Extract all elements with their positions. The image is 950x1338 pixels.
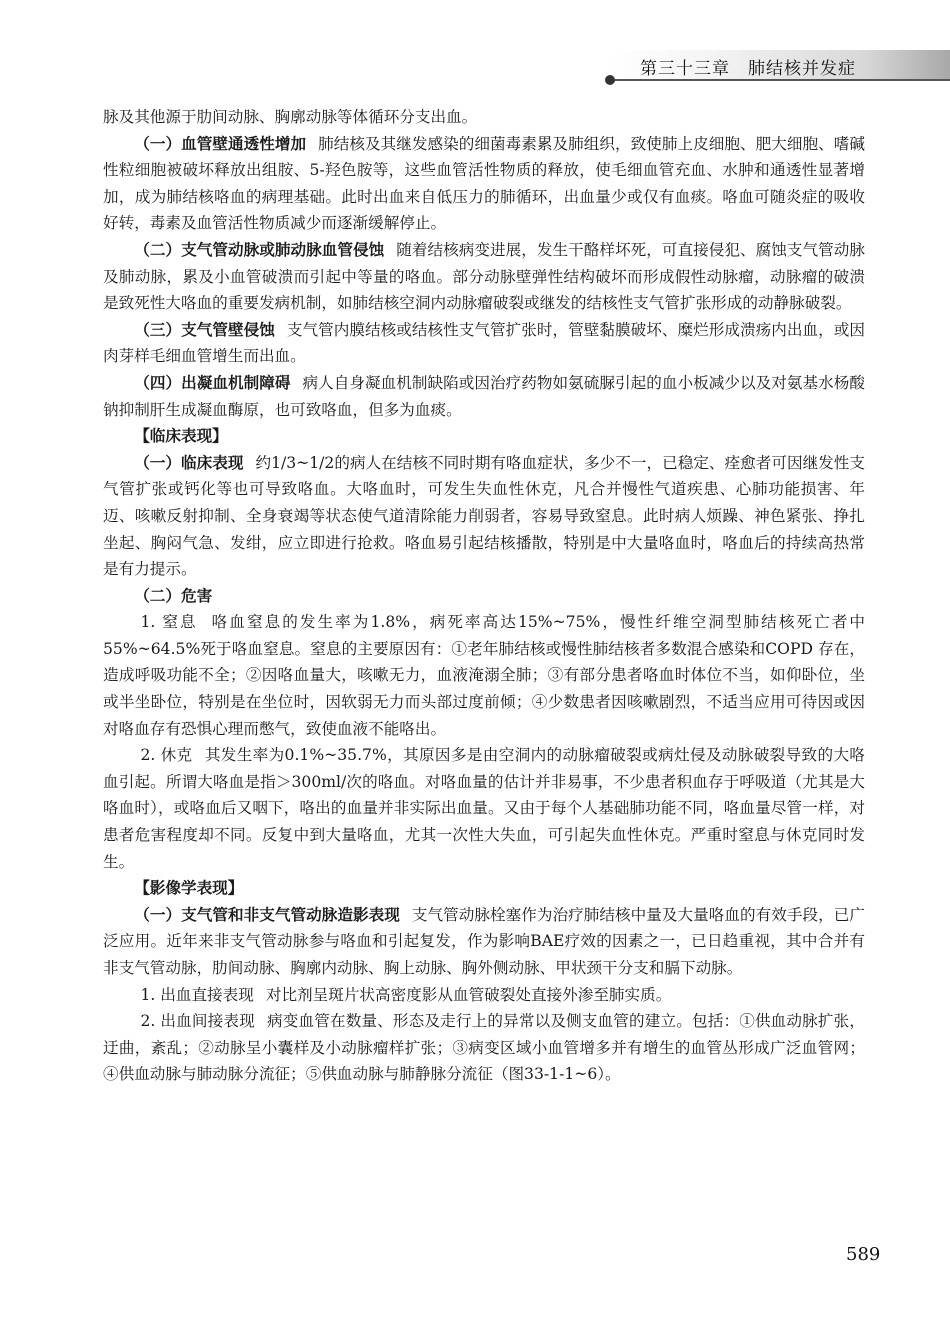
running-header <box>640 54 856 79</box>
paragraph-7: 2. 休克 其发生率为0.1%~35.7%，其原因多是由空洞内的动脉瘤破裂或病灶侵及动脉破裂导致的大咯血引起。所谓大咯血是指＞300ml/次的咯血。对咯血量的估计并非易事，不少患者积血存于呼吸道（尤其是大咯血时），或咯血后又咽下，咯出的血量并非实际出血量。又由于每个人基础肺功能不同，咯血量尽管一样，对患者危害程度却不同。反复中到大量咯血，尤其一次性大失血，可引起失血性休克。严重时窒息与休克同时发生。 <box>103 746 865 871</box>
heading-9: 1. 出血直接表现 <box>140 985 254 1004</box>
paragraph-4: （四）出凝血机制障碍 病人自身凝血机制缺陷或因治疗药物如氨硫脲引起的血小板减少以及对氨基水杨酸钠抑制肝生成凝血酶原，也可致咯血，但多为血痰。 <box>103 373 865 419</box>
chapter-label: 第三十三章 <box>640 59 730 79</box>
paragraph-0: 脉及其他源于肋间动脉、胸廓动脉等体循环分支出血。 <box>103 108 478 126</box>
heading-7: 2. 休克 <box>140 746 193 765</box>
heading-3: （三）支气管壁侵蚀 <box>134 320 275 339</box>
heading-6: 1. 窒息 <box>140 613 198 632</box>
heading-10: 2. 出血间接表现 <box>140 1012 255 1031</box>
heading-8: （一）支气管和非支气管动脉造影表现 <box>134 905 400 924</box>
section-heading-imaging: 【影像学表现】 <box>134 879 244 898</box>
paragraph-1: （一）血管壁通透性增加 肺结核及其继发感染的细菌毒素累及肺组织，致使肺上皮细胞、肥大细胞、嗜碱性粒细胞被破坏释放出组胺、5-羟色胺等，这些血管活性物质的释放，使毛细血管充血、水肿和通透性显著增加，成为肺结核咯血的病理基础。此时出血来自低压力的肺循环，出血量少或仅有血痰。咯血可随炎症的吸收好转，毒素及血管活性物质减少而逐渐缓解停止。 <box>103 134 865 233</box>
heading-1: （一）血管壁通透性增加 <box>134 134 307 153</box>
heading-4: （四）出凝血机制障碍 <box>134 373 291 392</box>
paragraph-3: （三）支气管壁侵蚀 支气管内膜结核或结核性支气管扩张时，管壁黏膜破坏、糜烂形成溃疡内出血，或因肉芽样毛细血管增生而出血。 <box>103 320 865 366</box>
paragraph-8: （一）支气管和非支气管动脉造影表现 支气管动脉栓塞作为治疗肺结核中量及大量咯血的有效手段，已广泛应用。近年来非支气管动脉参与咯血和引起复发，作为影响BAE疗效的因素之一，已日趋重视，其中合并有非支气管动脉，肋间动脉、胸廓内动脉、胸上动脉、胸外侧动脉、甲状颈干分支和膈下动脉。 <box>103 905 865 977</box>
heading-5: （一）临床表现 <box>134 453 244 472</box>
header-bullet-icon <box>605 75 615 85</box>
section-heading-clinical: 【临床表现】 <box>134 427 228 446</box>
paragraph-9: 1. 出血直接表现 对比剂呈斑片状高密度影从血管破裂处直接外渗至肺实质。 <box>140 985 672 1004</box>
paragraph-5: （一）临床表现 约1/3~1/2的病人在结核不同时期有咯血症状，多少不一，已稳定、痊愈者可因继发性支气管扩张或钙化等也可导致咯血。大咯血时，可发生失血性休克，凡合并慢性气道疾患、心肺功能损害、年迈、咳嗽反射抑制、全身衰竭等状态使气道清除能力削弱者，容易导致窒息。此时病人烦躁、神色紧张、挣扎坐起、胸闷气急、发绀，应立即进行抢救。咯血易引起结核播散，特别是中大量咯血时，咯血后的持续高热常是有力提示。 <box>103 453 865 579</box>
paragraph-6: 1. 窒息 咯血窒息的发生率为1.8%，病死率高达15%~75%，慢性纤维空洞型肺结核死亡者中55%~64.5%死于咯血窒息。窒息的主要原因有：①老年肺结核或慢性肺结核者多数混合感染和COPD 存在，造成呼吸功能不全；②因咯血量大，咳嗽无力，血液淹溺全肺；③有部分患者咯血时体位不当，如仰卧位，坐或半坐卧位，特别是在坐位时，因软弱无力而头部过度前倾；④少数患者因咳嗽剧烈，不适当应用可待因或因对咯血存有恐惧心理而憋气，致使血液不能咯出。 <box>103 613 865 738</box>
page-number: 589 <box>846 1244 881 1265</box>
subheading-harm: （二）危害 <box>134 586 213 605</box>
page-body <box>103 104 865 1088</box>
header-rule <box>610 79 950 81</box>
paragraph-10: 2. 出血间接表现 病变血管在数量、形态及走行上的异常以及侧支血管的建立。包括：①供血动脉扩张，迂曲，紊乱；②动脉呈小囊样及小动脉瘤样扩张；③病变区域小血管增多并有增生的血管丛形成广泛血管网；④供血动脉与肺动脉分流征；⑤供血动脉与肺静脉分流征（图33-1-1~6）。 <box>103 1012 865 1084</box>
heading-2: （二）支气管动脉或肺动脉血管侵蚀 <box>134 240 385 259</box>
paragraph-2: （二）支气管动脉或肺动脉血管侵蚀 随着结核病变进展，发生干酪样坏死，可直接侵犯、腐蚀支气管动脉及肺动脉，累及小血管破溃而引起中等量的咯血。部分动脉壁弹性结构破坏而形成假性动脉瘤，动脉瘤的破溃是致死性大咯血的重要发病机制，如肺结核空洞内动脉瘤破裂或继发的结核性支气管扩张形成的动静脉破裂。 <box>103 240 865 313</box>
chapter-title: 肺结核并发症 <box>748 59 856 79</box>
